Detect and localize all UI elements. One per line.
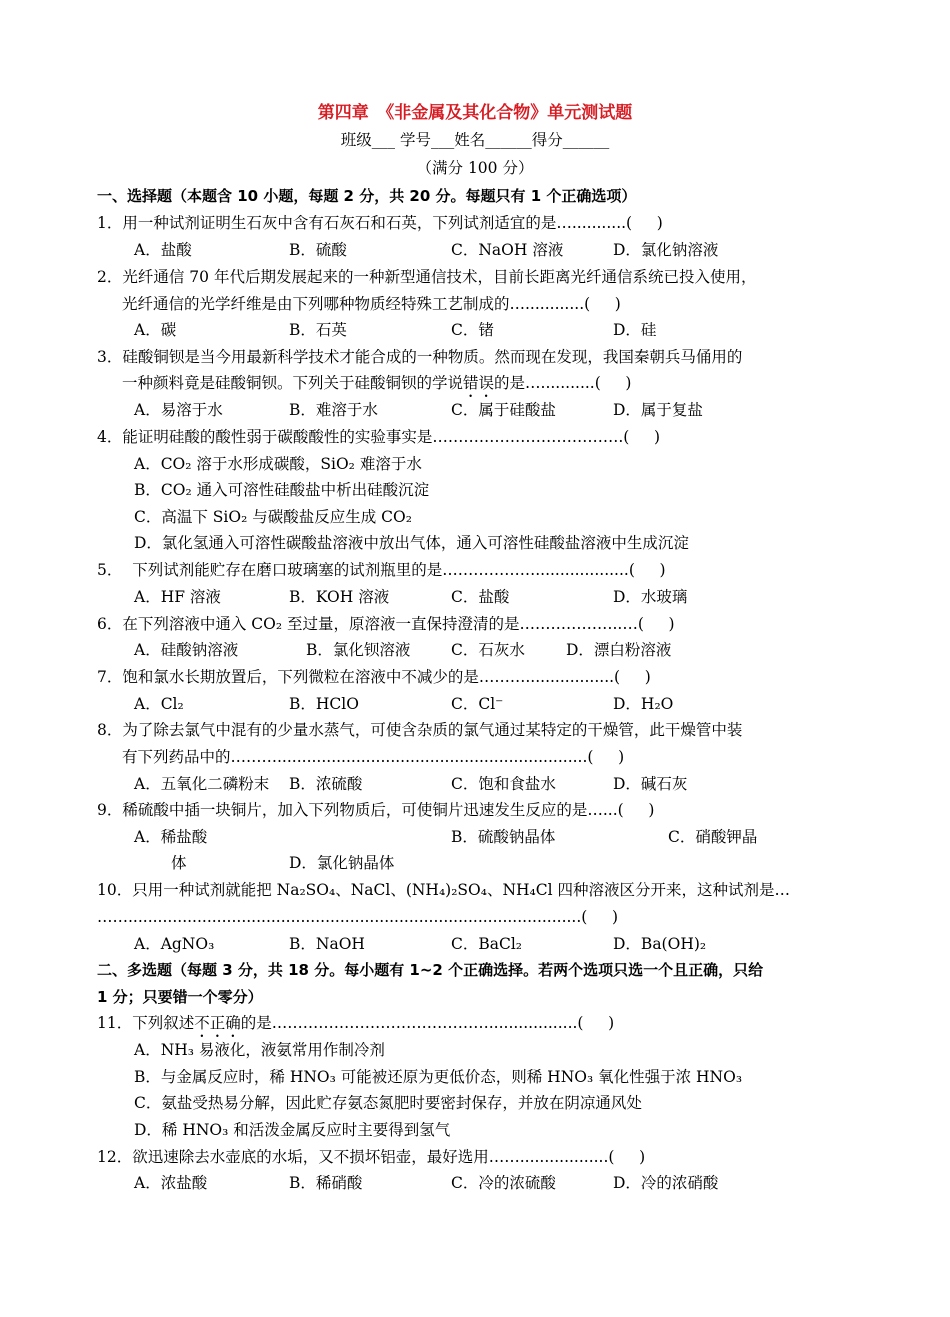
option-a: A．稀盐酸 bbox=[134, 828, 208, 846]
option-b: B．KOH 溶液 bbox=[289, 588, 390, 606]
option-a: A．Cl₂ bbox=[134, 695, 184, 713]
student-info-line: 班级___ 学号___姓名______得分______ bbox=[340, 131, 610, 149]
full-score-note: （满分 100 分） bbox=[416, 159, 534, 177]
option-d: D．漂白粉溶液 bbox=[566, 641, 672, 659]
question-11-text-c: 的是……………………………………..................( ) bbox=[240, 1014, 615, 1032]
question-6: 6．在下列溶液中通入 CO₂ 至过量，原溶液一直保持澄清的是………………..…( ) bbox=[97, 615, 675, 633]
option-d: D．硅 bbox=[613, 321, 657, 339]
option-a: A．硅酸钠溶液 bbox=[134, 641, 239, 659]
question-5: 5． 下列试剂能贮存在磨口玻璃塞的试剂瓶里的是………………...................( ) bbox=[97, 561, 666, 579]
option-b: B．CO₂ 通入可溶性硅酸盐中析出硅酸沉淀 bbox=[134, 481, 430, 499]
option-c: C．冷的浓硫酸 bbox=[451, 1174, 556, 1192]
option-c: C．Cl⁻ bbox=[451, 695, 504, 713]
question-11-emphasis: 不正确 bbox=[194, 1014, 241, 1032]
option-d: D．冷的浓硝酸 bbox=[613, 1174, 719, 1192]
option-c: C．高温下 SiO₂ 与碳酸盐反应生成 CO₂ bbox=[134, 508, 412, 526]
option-b: B．NaOH bbox=[289, 935, 365, 953]
option-b: B．石英 bbox=[289, 321, 347, 339]
option-d: D．碱石灰 bbox=[613, 775, 688, 793]
option-a: A．HF 溶液 bbox=[134, 588, 221, 606]
question-10-line-1: 10．只用一种试剂就能把 Na₂SO₄、NaCl、(NH₄)₂SO₄、NH₄Cl 四种溶液区分开来，这种试剂是… bbox=[97, 881, 791, 899]
question-3-emphasis: 错误 bbox=[463, 374, 495, 392]
option-b: B．难溶于水 bbox=[289, 401, 378, 419]
section-2-heading-line-1: 二、多选题（每题 3 分，共 18 分。每小题有 1~2 个正确选择。若两个选项只选一个且正确，只给 bbox=[97, 961, 764, 979]
option-b: B．与金属反应时，稀 HNO₃ 可能被还原为更低价态，则稀 HNO₃ 氧化性强于浓 HNO₃ bbox=[134, 1068, 743, 1086]
option-d: D．属于复盐 bbox=[613, 401, 703, 419]
question-2-line-2: 光纤通信的光学纤维是由下列哪种物质经特殊工艺制成的…............( ) bbox=[122, 295, 621, 313]
question-8-line-2: 有下列药品中的………...............................................................( ) bbox=[122, 748, 625, 766]
question-4: 4．能证明硅酸的酸性弱于碳酸酸性的实验事实是……………………………….( ) bbox=[97, 428, 661, 446]
option-d: D．氯化钠溶液 bbox=[613, 241, 719, 259]
option-c: C．BaCl₂ bbox=[451, 935, 523, 953]
option-a: A．五氧化二磷粉末 bbox=[134, 775, 270, 793]
option-a: A．AgNO₃ bbox=[134, 935, 215, 953]
section-2-heading-line-2: 1 分；只要错一个零分） bbox=[97, 988, 263, 1006]
question-11 bbox=[97, 1013, 614, 1041]
option-d: D．稀 HNO₃ 和活泼金属反应时主要得到氢气 bbox=[134, 1121, 451, 1139]
option-d: D．氯化氢通入可溶性碳酸盐溶液中放出气体，通入可溶性硅酸盐溶液中生成沉淀 bbox=[134, 534, 689, 552]
option-d: D．水玻璃 bbox=[613, 588, 688, 606]
option-b: B．HClO bbox=[289, 695, 359, 713]
option-b: B．浓硫酸 bbox=[289, 775, 363, 793]
question-12: 12．欲迅速除去水壶底的水垢，又不损坏铝壶，最好选用……..................( ) bbox=[97, 1148, 646, 1166]
option-c: C．锗 bbox=[451, 321, 494, 339]
option-a: A．浓盐酸 bbox=[134, 1174, 208, 1192]
question-3-line-1: 3．硅酸铜钡是当今用最新科学技术才能合成的一种物质。然而现在发现，我国秦朝兵马俑用的 bbox=[97, 348, 743, 366]
option-c: C．石灰水 bbox=[451, 641, 525, 659]
option-d: D．氯化钠晶体 bbox=[289, 854, 395, 872]
option-a: A．易溶于水 bbox=[134, 401, 223, 419]
question-2-line-1: 2．光纤通信 70 年代后期发展起来的一种新型通信技术，目前长距离光纤通信系统已投入使用， bbox=[97, 268, 757, 286]
section-1-heading: 一、选择题（本题含 10 小题，每题 2 分，共 20 分。每题只有 1 个正确选项） bbox=[97, 187, 637, 205]
question-11-text-a: 11．下列叙述 bbox=[97, 1014, 195, 1032]
question-8-line-1: 8．为了除去氯气中混有的少量水蒸气，可使含杂质的氯气通过某特定的干燥管，此干燥管中装 bbox=[97, 721, 743, 739]
option-a: A．碳 bbox=[134, 321, 177, 339]
question-9: 9．稀硫酸中插一块铜片，加入下列物质后，可使铜片迅速发生反应的是…...( ) bbox=[97, 801, 655, 819]
question-10-line-2: ……............................................................................................( ) bbox=[97, 908, 619, 926]
option-c: C．硝酸钾晶 bbox=[668, 828, 758, 846]
option-a: A．CO₂ 溶于水形成碳酸，SiO₂ 难溶于水 bbox=[134, 455, 422, 473]
option-a: A．盐酸 bbox=[134, 241, 192, 259]
option-c-wrap: 体 bbox=[171, 854, 187, 872]
question-1: 1．用一种试剂证明生石灰中含有石灰石和石英，下列试剂适宜的是…...........( ) bbox=[97, 214, 663, 232]
option-b: B．硫酸 bbox=[289, 241, 347, 259]
question-7: 7．饱和氯水长期放置后，下列微粒在溶液中不减少的是………..................( ) bbox=[97, 668, 651, 686]
option-b: B．氯化钡溶液 bbox=[306, 641, 411, 659]
option-c: C．盐酸 bbox=[451, 588, 510, 606]
page-title: 第四章 《非金属及其化合物》单元测试题 bbox=[317, 103, 633, 123]
option-b: B．硫酸钠晶体 bbox=[451, 828, 556, 846]
option-c: C．属于硅酸盐 bbox=[451, 401, 556, 419]
question-3-line-2 bbox=[122, 373, 631, 401]
option-c: C．饱和食盐水 bbox=[451, 775, 556, 793]
option-c: C．氨盐受热易分解，因此贮存氨态氮肥时要密封保存，并放在阴凉通风处 bbox=[134, 1094, 642, 1112]
option-c: C．NaOH 溶液 bbox=[451, 241, 564, 259]
question-3-text-a: 一种颜料竟是硅酸铜钡。下列关于硅酸铜钡的学说 bbox=[122, 374, 464, 392]
option-d: D．H₂O bbox=[613, 695, 674, 713]
option-d: D．Ba(OH)₂ bbox=[613, 935, 707, 953]
option-b: B．稀硝酸 bbox=[289, 1174, 363, 1192]
question-3-text-c: 的是…...........( ) bbox=[494, 374, 632, 392]
option-a: A．NH₃ 易液化，液氨常用作制冷剂 bbox=[134, 1041, 385, 1059]
